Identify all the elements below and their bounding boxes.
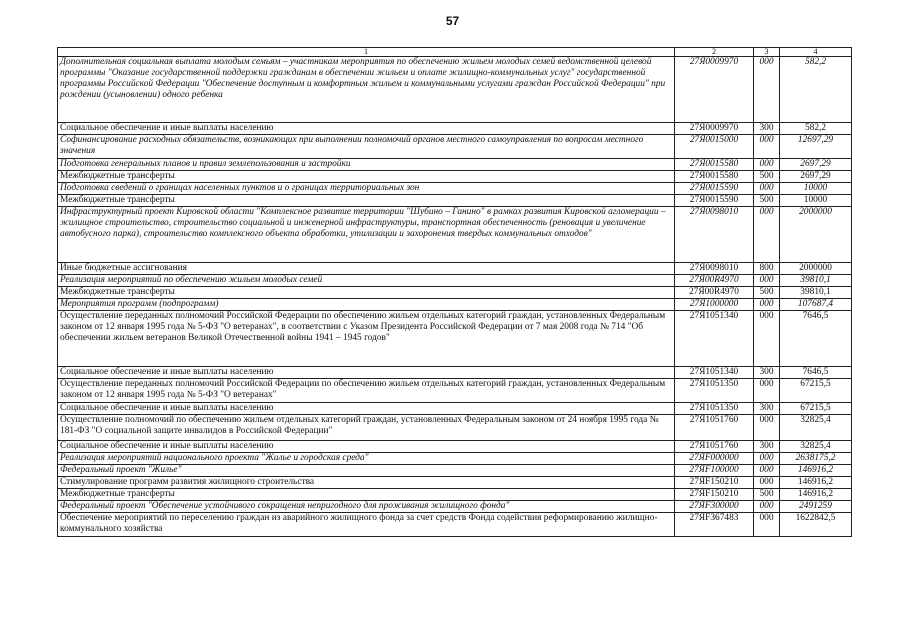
row-sum-cell: 2638175,2 bbox=[780, 453, 852, 465]
row-sum-cell: 2697,29 bbox=[780, 171, 852, 183]
row-sum-cell: 2000000 bbox=[780, 207, 852, 263]
table-row bbox=[58, 441, 852, 453]
row-sum-cell: 1622842,5 bbox=[780, 513, 852, 537]
row-type-cell: 000 bbox=[754, 159, 780, 171]
table-row bbox=[58, 123, 852, 135]
header-col-4: 4 bbox=[780, 48, 852, 57]
row-code-cell: 27ЯF000000 bbox=[675, 453, 754, 465]
row-name-cell: Социальное обеспечение и иные выплаты населению bbox=[58, 123, 675, 135]
table-row bbox=[58, 513, 852, 537]
row-code-cell: 27Я0015590 bbox=[675, 183, 754, 195]
row-code-cell: 27Я00R4970 bbox=[675, 287, 754, 299]
row-sum-cell: 146916,2 bbox=[780, 489, 852, 501]
table-row bbox=[58, 367, 852, 379]
table-row bbox=[58, 489, 852, 501]
table-row bbox=[58, 195, 852, 207]
header-row bbox=[58, 48, 852, 57]
row-code-cell: 27Я0098010 bbox=[675, 263, 754, 275]
row-sum-cell: 67215,5 bbox=[780, 379, 852, 403]
table-row bbox=[58, 263, 852, 275]
row-code-cell: 27Я0015580 bbox=[675, 159, 754, 171]
row-type-cell: 000 bbox=[754, 415, 780, 441]
row-sum-cell: 146916,2 bbox=[780, 477, 852, 489]
row-name-cell: Реализация мероприятий по обеспечению жильем молодых семей bbox=[58, 275, 675, 287]
row-name-cell: Обеспечение мероприятий по переселению граждан из аварийного жилищного фонда за счет средств Фонда содействия реформированию жилищно-коммунального хозяйства bbox=[58, 513, 675, 537]
row-name-cell: Осуществление переданных полномочий Российской Федерации по обеспечению жильем отдельных категорий граждан, установленных Федеральным законом от 12 января 1995 года № 5-ФЗ "О ветеранах", в соответствии с Указом Президента Российской Федерации от 7 мая 2008 года № 714 "Об обеспечении жильем ветеранов Великой Отечественной войны 1941 – 1945 годов" bbox=[58, 311, 675, 367]
row-type-cell: 500 bbox=[754, 195, 780, 207]
row-sum-cell: 39810,1 bbox=[780, 275, 852, 287]
table-row bbox=[58, 465, 852, 477]
row-type-cell: 300 bbox=[754, 441, 780, 453]
row-type-cell: 800 bbox=[754, 263, 780, 275]
row-code-cell: 27Я0009970 bbox=[675, 123, 754, 135]
row-code-cell: 27Я1051340 bbox=[675, 367, 754, 379]
table-row bbox=[58, 477, 852, 489]
table-row bbox=[58, 299, 852, 311]
row-code-cell: 27Я0009970 bbox=[675, 57, 754, 123]
row-code-cell: 27ЯF150210 bbox=[675, 477, 754, 489]
row-sum-cell: 7646,5 bbox=[780, 367, 852, 379]
table-row bbox=[58, 57, 852, 123]
row-type-cell: 000 bbox=[754, 57, 780, 123]
table-row bbox=[58, 207, 852, 263]
row-name-cell: Осуществление переданных полномочий Российской Федерации по обеспечению жильем отдельных категорий граждан, установленных Федеральным законом от 12 января 1995 года № 5-ФЗ "О ветеранах" bbox=[58, 379, 675, 403]
header-col-2: 2 bbox=[675, 48, 754, 57]
row-name-cell: Социальное обеспечение и иные выплаты населению bbox=[58, 367, 675, 379]
row-code-cell: 27Я1051760 bbox=[675, 415, 754, 441]
row-name-cell: Межбюджетные трансферты bbox=[58, 489, 675, 501]
row-sum-cell: 32825,4 bbox=[780, 415, 852, 441]
row-sum-cell: 39810,1 bbox=[780, 287, 852, 299]
table-row bbox=[58, 379, 852, 403]
row-code-cell: 27ЯF100000 bbox=[675, 465, 754, 477]
row-name-cell: Инфраструктурный проект Кировской области "Комплексное развитие территории "Шубино – Ганино" в рамках развития Кировской агломерации – жилищное строительство, строительство социальной и инженерной инфраструктуры, транспортная обеспеченность (реновация и увеличение автобусного парка), строительство комплексного объекта обработки, утилизации и захоронения твердых коммунальных отходов" bbox=[58, 207, 675, 263]
row-name-cell: Федеральный проект "Обеспечение устойчивого сокращения непригодного для проживания жилищного фонда" bbox=[58, 501, 675, 513]
row-type-cell: 000 bbox=[754, 465, 780, 477]
row-type-cell: 000 bbox=[754, 453, 780, 465]
page-number: 57 bbox=[445, 14, 460, 28]
row-sum-cell: 582,2 bbox=[780, 57, 852, 123]
row-name-cell: Софинансирование расходных обязательств, возникающих при выполнении полномочий органов местного самоуправления по вопросам местного значения bbox=[58, 135, 675, 159]
row-sum-cell: 107687,4 bbox=[780, 299, 852, 311]
table-row bbox=[58, 275, 852, 287]
row-name-cell: Дополнительная социальная выплата молодым семьям – участникам мероприятия по обеспечению жильем молодых семей ведомственной целевой программы "Оказание государственной поддержки гражданам в обеспечении жильем и оплате жилищно-коммунальных услуг" государственной программы Российской Федерации "Обеспечение доступным и комфортным жильем и коммунальными услугами граждан Российской Федерации" при рождении (усыновлении) одного ребенка bbox=[58, 57, 675, 123]
row-name-cell: Межбюджетные трансферты bbox=[58, 171, 675, 183]
row-sum-cell: 2000000 bbox=[780, 263, 852, 275]
row-sum-cell: 146916,2 bbox=[780, 465, 852, 477]
row-sum-cell: 67215,5 bbox=[780, 403, 852, 415]
row-type-cell: 500 bbox=[754, 489, 780, 501]
row-type-cell: 300 bbox=[754, 123, 780, 135]
table-row bbox=[58, 159, 852, 171]
row-sum-cell: 32825,4 bbox=[780, 441, 852, 453]
row-name-cell: Межбюджетные трансферты bbox=[58, 195, 675, 207]
table-row bbox=[58, 415, 852, 441]
row-name-cell: Мероприятия программ (подпрограмм) bbox=[58, 299, 675, 311]
row-name-cell: Социальное обеспечение и иные выплаты населению bbox=[58, 403, 675, 415]
row-type-cell: 500 bbox=[754, 171, 780, 183]
row-sum-cell: 10000 bbox=[780, 195, 852, 207]
row-name-cell: Реализация мероприятий национального проекта "Жилье и городская среда" bbox=[58, 453, 675, 465]
row-sum-cell: 2491259 bbox=[780, 501, 852, 513]
table-row bbox=[58, 135, 852, 159]
row-code-cell: 27Я0098010 bbox=[675, 207, 754, 263]
table-row bbox=[58, 183, 852, 195]
row-type-cell: 000 bbox=[754, 501, 780, 513]
row-name-cell: Осуществление полномочий по обеспечению жильем отдельных категорий граждан, установленных Федеральным законом от 24 ноября 1995 года № 181-ФЗ "О социальной защите инвалидов в Российской Федерации" bbox=[58, 415, 675, 441]
header-col-1: 1 bbox=[58, 48, 675, 57]
row-name-cell: Подготовка генеральных планов и правил землепользования и застройки bbox=[58, 159, 675, 171]
row-code-cell: 27Я1051350 bbox=[675, 379, 754, 403]
row-name-cell: Межбюджетные трансферты bbox=[58, 287, 675, 299]
row-code-cell: 27Я1051760 bbox=[675, 441, 754, 453]
row-name-cell: Федеральный проект "Жилье" bbox=[58, 465, 675, 477]
budget-table bbox=[57, 47, 852, 537]
table-row bbox=[58, 171, 852, 183]
header-col-3: 3 bbox=[754, 48, 780, 57]
row-code-cell: 27ЯF367483 bbox=[675, 513, 754, 537]
row-sum-cell: 10000 bbox=[780, 183, 852, 195]
table-row bbox=[58, 501, 852, 513]
row-code-cell: 27Я0015580 bbox=[675, 171, 754, 183]
row-code-cell: 27ЯF300000 bbox=[675, 501, 754, 513]
table-row bbox=[58, 287, 852, 299]
row-type-cell: 000 bbox=[754, 183, 780, 195]
row-type-cell: 000 bbox=[754, 135, 780, 159]
row-type-cell: 000 bbox=[754, 513, 780, 537]
row-type-cell: 300 bbox=[754, 367, 780, 379]
row-name-cell: Подготовка сведений о границах населенных пунктов и о границах территориальных зон bbox=[58, 183, 675, 195]
row-code-cell: 27Я00R4970 bbox=[675, 275, 754, 287]
row-type-cell: 000 bbox=[754, 299, 780, 311]
row-type-cell: 000 bbox=[754, 477, 780, 489]
row-type-cell: 000 bbox=[754, 311, 780, 367]
table-row bbox=[58, 403, 852, 415]
row-type-cell: 000 bbox=[754, 379, 780, 403]
row-code-cell: 27Я0015590 bbox=[675, 195, 754, 207]
row-code-cell: 27Я1051340 bbox=[675, 311, 754, 367]
table-row bbox=[58, 453, 852, 465]
row-name-cell: Социальное обеспечение и иные выплаты населению bbox=[58, 441, 675, 453]
row-code-cell: 27ЯF150210 bbox=[675, 489, 754, 501]
row-type-cell: 300 bbox=[754, 403, 780, 415]
row-code-cell: 27Я0015000 bbox=[675, 135, 754, 159]
row-sum-cell: 582,2 bbox=[780, 123, 852, 135]
row-name-cell: Иные бюджетные ассигнования bbox=[58, 263, 675, 275]
row-sum-cell: 7646,5 bbox=[780, 311, 852, 367]
row-code-cell: 27Я1051350 bbox=[675, 403, 754, 415]
row-code-cell: 27Я1000000 bbox=[675, 299, 754, 311]
row-type-cell: 000 bbox=[754, 275, 780, 287]
row-type-cell: 500 bbox=[754, 287, 780, 299]
row-name-cell: Стимулирование программ развития жилищного строительства bbox=[58, 477, 675, 489]
row-sum-cell: 12697,29 bbox=[780, 135, 852, 159]
row-sum-cell: 2697,29 bbox=[780, 159, 852, 171]
row-type-cell: 000 bbox=[754, 207, 780, 263]
table-row bbox=[58, 311, 852, 367]
